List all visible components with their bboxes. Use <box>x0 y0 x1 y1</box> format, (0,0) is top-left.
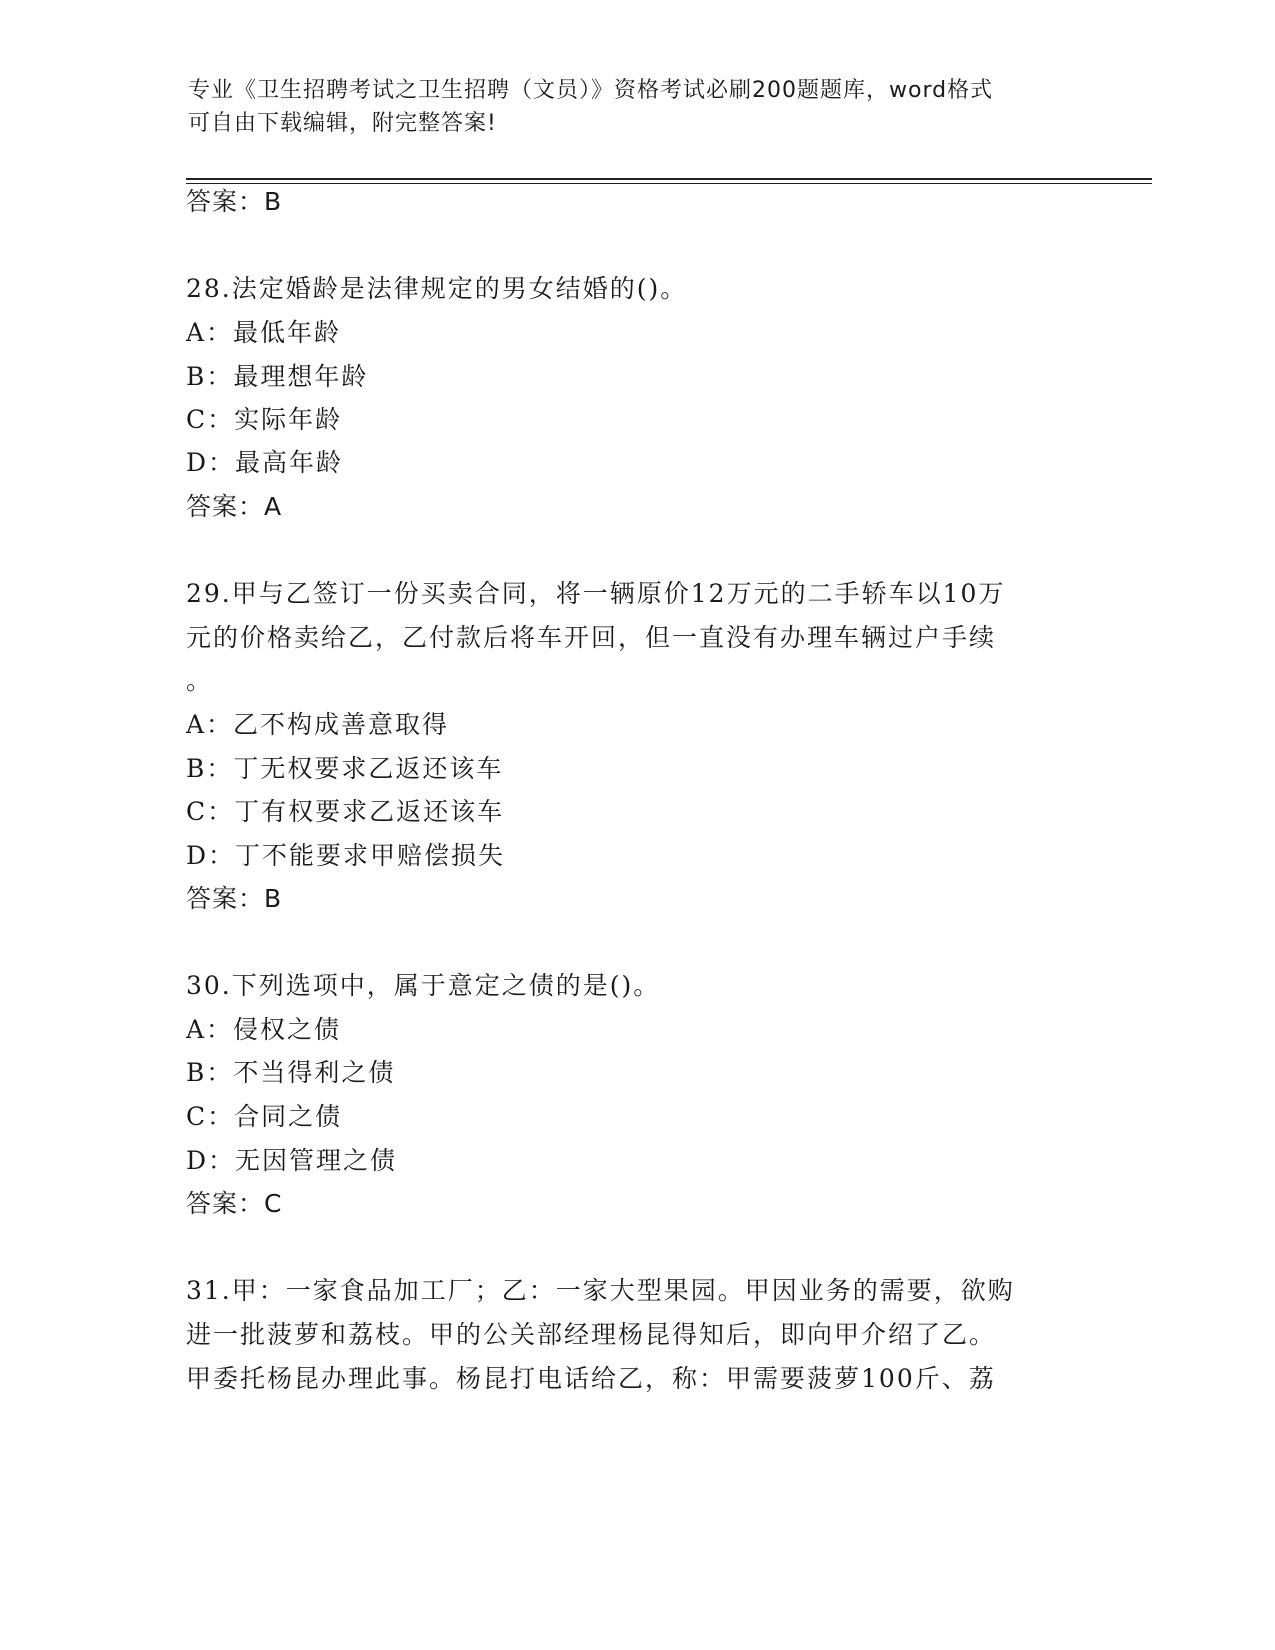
question-30-stem: 30.下列选项中，属于意定之债的是()。 <box>186 971 661 1000</box>
question-29-option-d: D：丁不能要求甲赔偿损失 <box>186 841 506 870</box>
header-line-2: 可自由下载编辑，附完整答案! <box>188 111 497 136</box>
question-30-option-b: B：不当得利之债 <box>186 1058 396 1087</box>
question-29-answer: 答案：B <box>186 884 283 913</box>
question-30-option-c: C：合同之债 <box>186 1102 343 1131</box>
question-29-option-a: A：乙不构成善意取得 <box>186 710 450 739</box>
header-divider-thick <box>186 178 1152 180</box>
question-29-stem-line-1: 29.甲与乙签订一份买卖合同，将一辆原价12万元的二手轿车以10万 <box>186 579 1006 608</box>
header-line-1: 专业《卫生招聘考试之卫生招聘（文员）》资格考试必刷200题题库，word格式 <box>188 78 994 103</box>
question-30-option-a: A：侵权之债 <box>186 1015 342 1044</box>
question-29-stem-line-2: 元的价格卖给乙，乙付款后将车开回，但一直没有办理车辆过户手续 <box>186 623 997 652</box>
question-29-option-c: C：丁有权要求乙返还该车 <box>186 797 505 826</box>
question-31-stem-line-2: 进一批菠萝和荔枝。甲的公关部经理杨昆得知后，即向甲介绍了乙。 <box>186 1320 997 1349</box>
question-29-option-b: B：丁无权要求乙返还该车 <box>186 754 504 783</box>
question-30-answer: 答案：C <box>186 1189 283 1218</box>
question-30-option-d: D：无因管理之债 <box>186 1146 398 1175</box>
header-divider-thin <box>186 183 1152 184</box>
question-31-stem-line-3: 甲委托杨昆办理此事。杨昆打电话给乙，称：甲需要菠萝100斤、荔 <box>186 1364 996 1393</box>
question-28-option-c: C：实际年龄 <box>186 405 343 434</box>
question-28-option-b: B：最理想年龄 <box>186 362 369 391</box>
question-28-option-a: A：最低年龄 <box>186 318 342 347</box>
question-28-option-d: D：最高年龄 <box>186 448 344 477</box>
question-28-stem: 28.法定婚龄是法律规定的男女结婚的()。 <box>186 274 688 303</box>
question-28-answer: 答案：A <box>186 492 283 521</box>
question-31-stem-line-1: 31.甲：一家食品加工厂；乙：一家大型果园。甲因业务的需要，欲购 <box>186 1276 1015 1305</box>
previous-answer: 答案：B <box>186 187 283 216</box>
document-header <box>188 74 1088 140</box>
question-29-stem-line-3: 。 <box>186 666 214 695</box>
